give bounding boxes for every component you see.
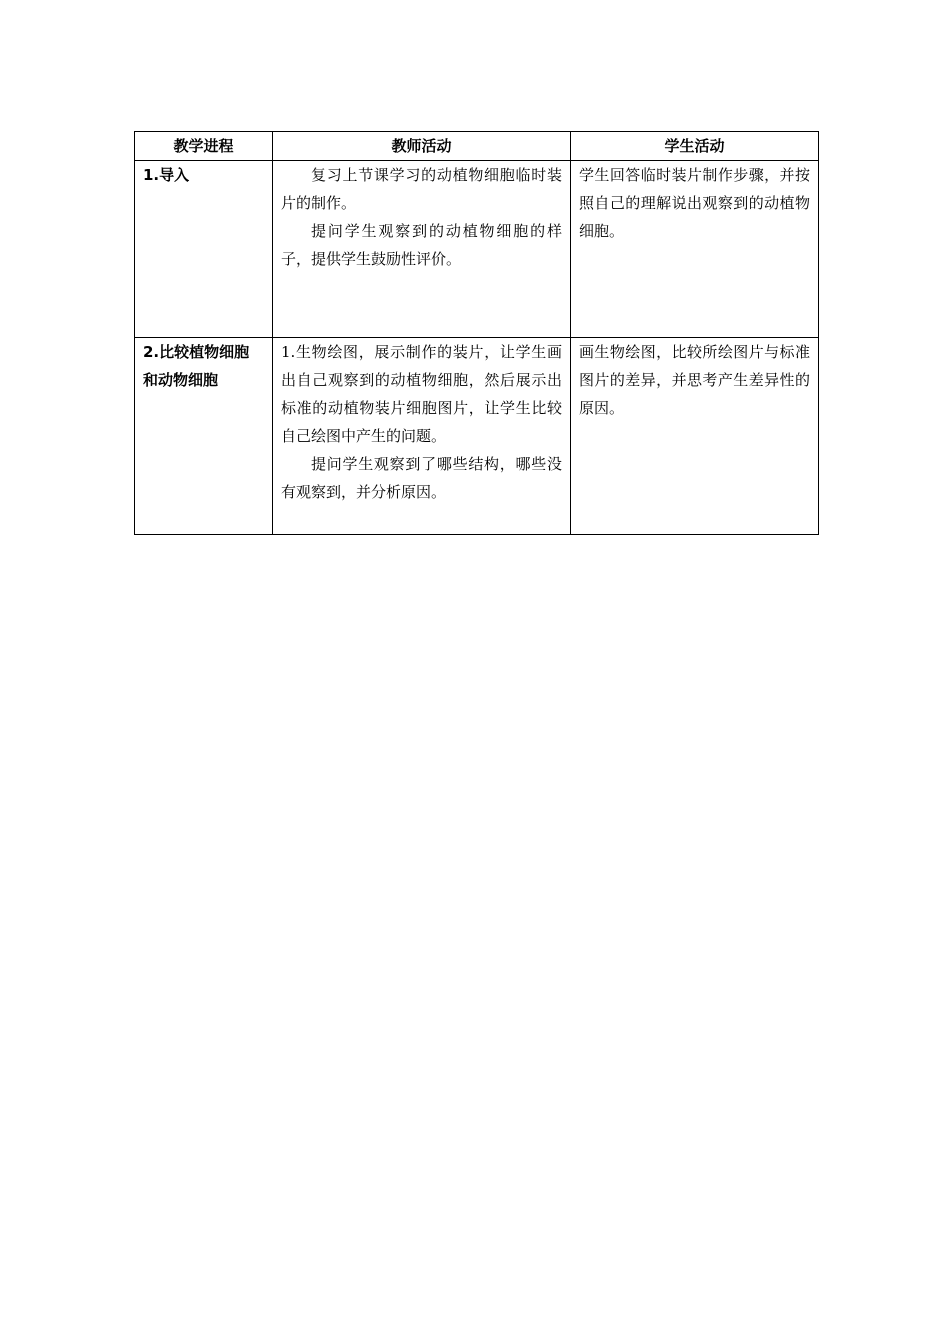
teacher-paragraph: 复习上节课学习的动植物细胞临时装片的制作。 (281, 166, 562, 212)
header-teacher-activity: 教师活动 (273, 132, 571, 161)
stage-cell: 1.导入 (135, 161, 273, 338)
header-stage: 教学进程 (135, 132, 273, 161)
student-activity-cell (571, 338, 819, 535)
student-activity-cell (571, 161, 819, 338)
table-row (135, 338, 819, 535)
table-header-row (135, 132, 819, 161)
teacher-paragraph: 提问学生观察到了哪些结构，哪些没有观察到，并分析原因。 (281, 455, 562, 501)
student-paragraph: 学生回答临时装片制作步骤，并按照自己的理解说出观察到的动植物细胞。 (579, 166, 810, 240)
teacher-activity-cell (273, 338, 571, 535)
teacher-paragraph: 1.生物绘图，展示制作的装片，让学生画出自己观察到的动植物细胞，然后展示出标准的动植物装片细胞图片，让学生比较自己绘图中产生的问题。 (281, 343, 562, 445)
teacher-paragraph: 提问学生观察到的动植物细胞的样子，提供学生鼓励性评价。 (281, 222, 562, 268)
header-student-activity: 学生活动 (571, 132, 819, 161)
stage-cell: 2.比较植物细胞和动物细胞 (135, 338, 273, 535)
lesson-plan-table (134, 131, 819, 535)
table-row (135, 161, 819, 338)
student-paragraph: 画生物绘图，比较所绘图片与标准图片的差异，并思考产生差异性的原因。 (579, 343, 810, 417)
teacher-activity-cell (273, 161, 571, 338)
